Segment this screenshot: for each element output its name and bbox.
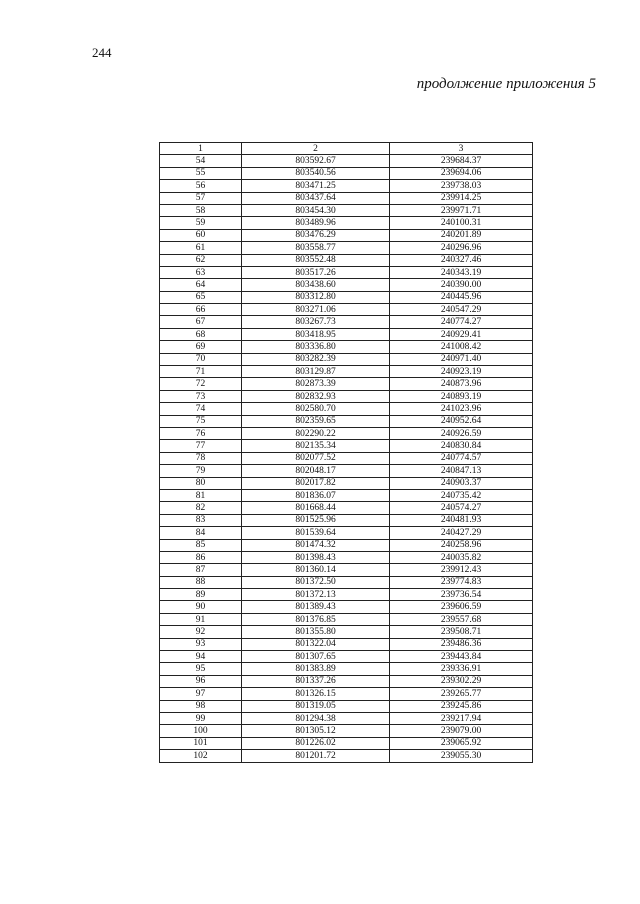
point-number-cell: 66 [160, 304, 242, 316]
table-row [160, 452, 533, 464]
x-coordinate-cell: 801372.50 [242, 576, 390, 588]
table-row [160, 192, 533, 204]
y-coordinate-cell: 239912.43 [390, 564, 533, 576]
table-row [160, 155, 533, 167]
table-row [160, 712, 533, 724]
x-coordinate-cell: 801836.07 [242, 489, 390, 501]
coordinates-table-body [160, 143, 533, 763]
table-row [160, 167, 533, 179]
x-coordinate-cell: 803558.77 [242, 242, 390, 254]
y-coordinate-cell: 239694.06 [390, 167, 533, 179]
table-row [160, 725, 533, 737]
y-coordinate-cell: 240343.19 [390, 266, 533, 278]
y-coordinate-cell: 241023.96 [390, 403, 533, 415]
x-coordinate-cell: 803271.06 [242, 304, 390, 316]
point-number-cell: 61 [160, 242, 242, 254]
point-number-cell: 62 [160, 254, 242, 266]
y-coordinate-cell: 240427.29 [390, 527, 533, 539]
y-coordinate-cell: 239443.84 [390, 651, 533, 663]
x-coordinate-cell: 803336.80 [242, 341, 390, 353]
y-coordinate-cell: 240847.13 [390, 465, 533, 477]
table-row [160, 229, 533, 241]
x-coordinate-cell: 801539.64 [242, 527, 390, 539]
table-row [160, 440, 533, 452]
y-coordinate-cell: 240100.31 [390, 217, 533, 229]
table-row [160, 613, 533, 625]
y-coordinate-cell: 239245.86 [390, 700, 533, 712]
y-coordinate-cell: 240445.96 [390, 291, 533, 303]
point-number-cell: 68 [160, 328, 242, 340]
point-number-cell: 73 [160, 390, 242, 402]
point-number-cell: 82 [160, 502, 242, 514]
y-coordinate-cell: 240547.29 [390, 304, 533, 316]
table-row [160, 688, 533, 700]
table-row [160, 477, 533, 489]
table-row [160, 378, 533, 390]
x-coordinate-cell: 803592.67 [242, 155, 390, 167]
x-coordinate-cell: 802290.22 [242, 427, 390, 439]
point-number-cell: 93 [160, 638, 242, 650]
y-coordinate-cell: 239302.29 [390, 675, 533, 687]
table-row [160, 514, 533, 526]
table-row [160, 279, 533, 291]
x-coordinate-cell: 801398.43 [242, 551, 390, 563]
y-coordinate-cell: 241008.42 [390, 341, 533, 353]
y-coordinate-cell: 239336.91 [390, 663, 533, 675]
y-coordinate-cell: 240327.46 [390, 254, 533, 266]
table-row [160, 576, 533, 588]
x-coordinate-cell: 803437.64 [242, 192, 390, 204]
x-coordinate-cell: 801668.44 [242, 502, 390, 514]
point-number-cell: 77 [160, 440, 242, 452]
y-coordinate-cell: 240926.59 [390, 427, 533, 439]
y-coordinate-cell: 239606.59 [390, 601, 533, 613]
y-coordinate-cell: 240929.41 [390, 328, 533, 340]
table-row [160, 601, 533, 613]
point-number-cell: 74 [160, 403, 242, 415]
x-coordinate-cell: 803282.39 [242, 353, 390, 365]
point-number-cell: 55 [160, 167, 242, 179]
y-coordinate-cell: 239217.94 [390, 712, 533, 724]
y-coordinate-cell: 240774.57 [390, 452, 533, 464]
table-row [160, 489, 533, 501]
point-number-cell: 67 [160, 316, 242, 328]
y-coordinate-cell: 240574.27 [390, 502, 533, 514]
table-row [160, 316, 533, 328]
x-coordinate-cell: 801376.85 [242, 613, 390, 625]
point-number-cell: 56 [160, 180, 242, 192]
point-number-cell: 87 [160, 564, 242, 576]
table-row [160, 415, 533, 427]
point-number-cell: 79 [160, 465, 242, 477]
point-number-cell: 99 [160, 712, 242, 724]
x-coordinate-cell: 801372.13 [242, 589, 390, 601]
point-number-cell: 98 [160, 700, 242, 712]
y-coordinate-cell: 240893.19 [390, 390, 533, 402]
table-row [160, 366, 533, 378]
point-number-cell: 102 [160, 750, 242, 762]
x-coordinate-cell: 801389.43 [242, 601, 390, 613]
point-number-cell: 63 [160, 266, 242, 278]
table-row [160, 304, 533, 316]
table-row [160, 626, 533, 638]
y-coordinate-cell: 240952.64 [390, 415, 533, 427]
point-number-cell: 65 [160, 291, 242, 303]
y-coordinate-cell: 240735.42 [390, 489, 533, 501]
table-row [160, 539, 533, 551]
table-row [160, 403, 533, 415]
x-coordinate-cell: 801319.05 [242, 700, 390, 712]
table-row [160, 638, 533, 650]
x-coordinate-cell: 803438.60 [242, 279, 390, 291]
x-coordinate-cell: 803552.48 [242, 254, 390, 266]
y-coordinate-cell: 239738.03 [390, 180, 533, 192]
table-row [160, 341, 533, 353]
point-number-cell: 57 [160, 192, 242, 204]
coordinates-table [159, 142, 533, 763]
table-row [160, 266, 533, 278]
x-coordinate-cell: 802017.82 [242, 477, 390, 489]
point-number-cell: 84 [160, 527, 242, 539]
table-row [160, 663, 533, 675]
y-coordinate-cell: 240481.93 [390, 514, 533, 526]
table-row [160, 180, 533, 192]
y-coordinate-cell: 240390.00 [390, 279, 533, 291]
table-row [160, 750, 533, 762]
x-coordinate-cell: 801305.12 [242, 725, 390, 737]
point-number-cell: 91 [160, 613, 242, 625]
point-number-cell: 59 [160, 217, 242, 229]
x-coordinate-cell: 801337.26 [242, 675, 390, 687]
x-coordinate-cell: 802359.65 [242, 415, 390, 427]
y-coordinate-cell: 240830.84 [390, 440, 533, 452]
x-coordinate-cell: 803517.26 [242, 266, 390, 278]
table-row [160, 427, 533, 439]
point-number-cell: 100 [160, 725, 242, 737]
y-coordinate-cell: 239684.37 [390, 155, 533, 167]
table-row [160, 242, 533, 254]
table-row [160, 527, 533, 539]
x-coordinate-cell: 802873.39 [242, 378, 390, 390]
point-number-cell: 70 [160, 353, 242, 365]
table-row [160, 502, 533, 514]
y-coordinate-cell: 240201.89 [390, 229, 533, 241]
y-coordinate-cell: 240903.37 [390, 477, 533, 489]
point-number-cell: 54 [160, 155, 242, 167]
x-coordinate-cell: 801525.96 [242, 514, 390, 526]
x-coordinate-cell: 803418.95 [242, 328, 390, 340]
point-number-cell: 92 [160, 626, 242, 638]
x-coordinate-cell: 802048.17 [242, 465, 390, 477]
x-coordinate-cell: 803312.80 [242, 291, 390, 303]
table-row [160, 675, 533, 687]
y-coordinate-cell: 240035.82 [390, 551, 533, 563]
y-coordinate-cell: 240923.19 [390, 366, 533, 378]
table-row [160, 204, 533, 216]
appendix-caption: продолжение приложения 5 [416, 76, 596, 92]
point-number-cell: 64 [160, 279, 242, 291]
x-coordinate-cell: 803129.87 [242, 366, 390, 378]
table-row [160, 291, 533, 303]
x-coordinate-cell: 801307.65 [242, 651, 390, 663]
x-coordinate-cell: 802135.34 [242, 440, 390, 452]
y-coordinate-cell: 240873.96 [390, 378, 533, 390]
table-row [160, 254, 533, 266]
y-coordinate-cell: 239914.25 [390, 192, 533, 204]
point-number-cell: 85 [160, 539, 242, 551]
x-coordinate-cell: 801383.89 [242, 663, 390, 675]
x-coordinate-cell: 801474.32 [242, 539, 390, 551]
y-coordinate-cell: 239557.68 [390, 613, 533, 625]
x-coordinate-cell: 801226.02 [242, 737, 390, 749]
point-number-cell: 83 [160, 514, 242, 526]
y-coordinate-cell: 240971.40 [390, 353, 533, 365]
x-coordinate-cell: 803476.29 [242, 229, 390, 241]
point-number-cell: 78 [160, 452, 242, 464]
table-row [160, 564, 533, 576]
x-coordinate-cell: 803540.56 [242, 167, 390, 179]
x-coordinate-cell: 803454.30 [242, 204, 390, 216]
y-coordinate-cell: 239971.71 [390, 204, 533, 216]
y-coordinate-cell: 240296.96 [390, 242, 533, 254]
y-coordinate-cell: 239774.83 [390, 576, 533, 588]
x-coordinate-cell: 801201.72 [242, 750, 390, 762]
point-number-cell: 58 [160, 204, 242, 216]
x-coordinate-cell: 801326.15 [242, 688, 390, 700]
y-coordinate-cell: 239055.30 [390, 750, 533, 762]
point-number-cell: 101 [160, 737, 242, 749]
table-row [160, 465, 533, 477]
point-number-cell: 97 [160, 688, 242, 700]
y-coordinate-cell: 239736.54 [390, 589, 533, 601]
x-coordinate-cell: 801322.04 [242, 638, 390, 650]
point-number-cell: 89 [160, 589, 242, 601]
table-row [160, 217, 533, 229]
table-row [160, 700, 533, 712]
y-coordinate-cell: 239079.00 [390, 725, 533, 737]
point-number-cell: 86 [160, 551, 242, 563]
y-coordinate-cell: 240774.27 [390, 316, 533, 328]
x-coordinate-cell: 801360.14 [242, 564, 390, 576]
x-coordinate-cell: 801294.38 [242, 712, 390, 724]
x-coordinate-cell: 802832.93 [242, 390, 390, 402]
column-header-y: 3 [390, 143, 533, 155]
table-row [160, 651, 533, 663]
table-row [160, 737, 533, 749]
point-number-cell: 96 [160, 675, 242, 687]
table-row [160, 551, 533, 563]
point-number-cell: 72 [160, 378, 242, 390]
column-header-number: 1 [160, 143, 242, 155]
point-number-cell: 69 [160, 341, 242, 353]
table-row [160, 328, 533, 340]
point-number-cell: 94 [160, 651, 242, 663]
x-coordinate-cell: 802077.52 [242, 452, 390, 464]
column-header-x: 2 [242, 143, 390, 155]
point-number-cell: 60 [160, 229, 242, 241]
point-number-cell: 76 [160, 427, 242, 439]
point-number-cell: 81 [160, 489, 242, 501]
point-number-cell: 95 [160, 663, 242, 675]
y-coordinate-cell: 240258.96 [390, 539, 533, 551]
x-coordinate-cell: 803471.25 [242, 180, 390, 192]
y-coordinate-cell: 239486.36 [390, 638, 533, 650]
y-coordinate-cell: 239065.92 [390, 737, 533, 749]
point-number-cell: 90 [160, 601, 242, 613]
table-row [160, 390, 533, 402]
point-number-cell: 71 [160, 366, 242, 378]
x-coordinate-cell: 801355.80 [242, 626, 390, 638]
table-row [160, 589, 533, 601]
table-header-row [160, 143, 533, 155]
point-number-cell: 75 [160, 415, 242, 427]
x-coordinate-cell: 803489.96 [242, 217, 390, 229]
x-coordinate-cell: 803267.73 [242, 316, 390, 328]
x-coordinate-cell: 802580.70 [242, 403, 390, 415]
y-coordinate-cell: 239265.77 [390, 688, 533, 700]
point-number-cell: 88 [160, 576, 242, 588]
table-row [160, 353, 533, 365]
y-coordinate-cell: 239508.71 [390, 626, 533, 638]
point-number-cell: 80 [160, 477, 242, 489]
page-number: 244 [92, 45, 112, 60]
